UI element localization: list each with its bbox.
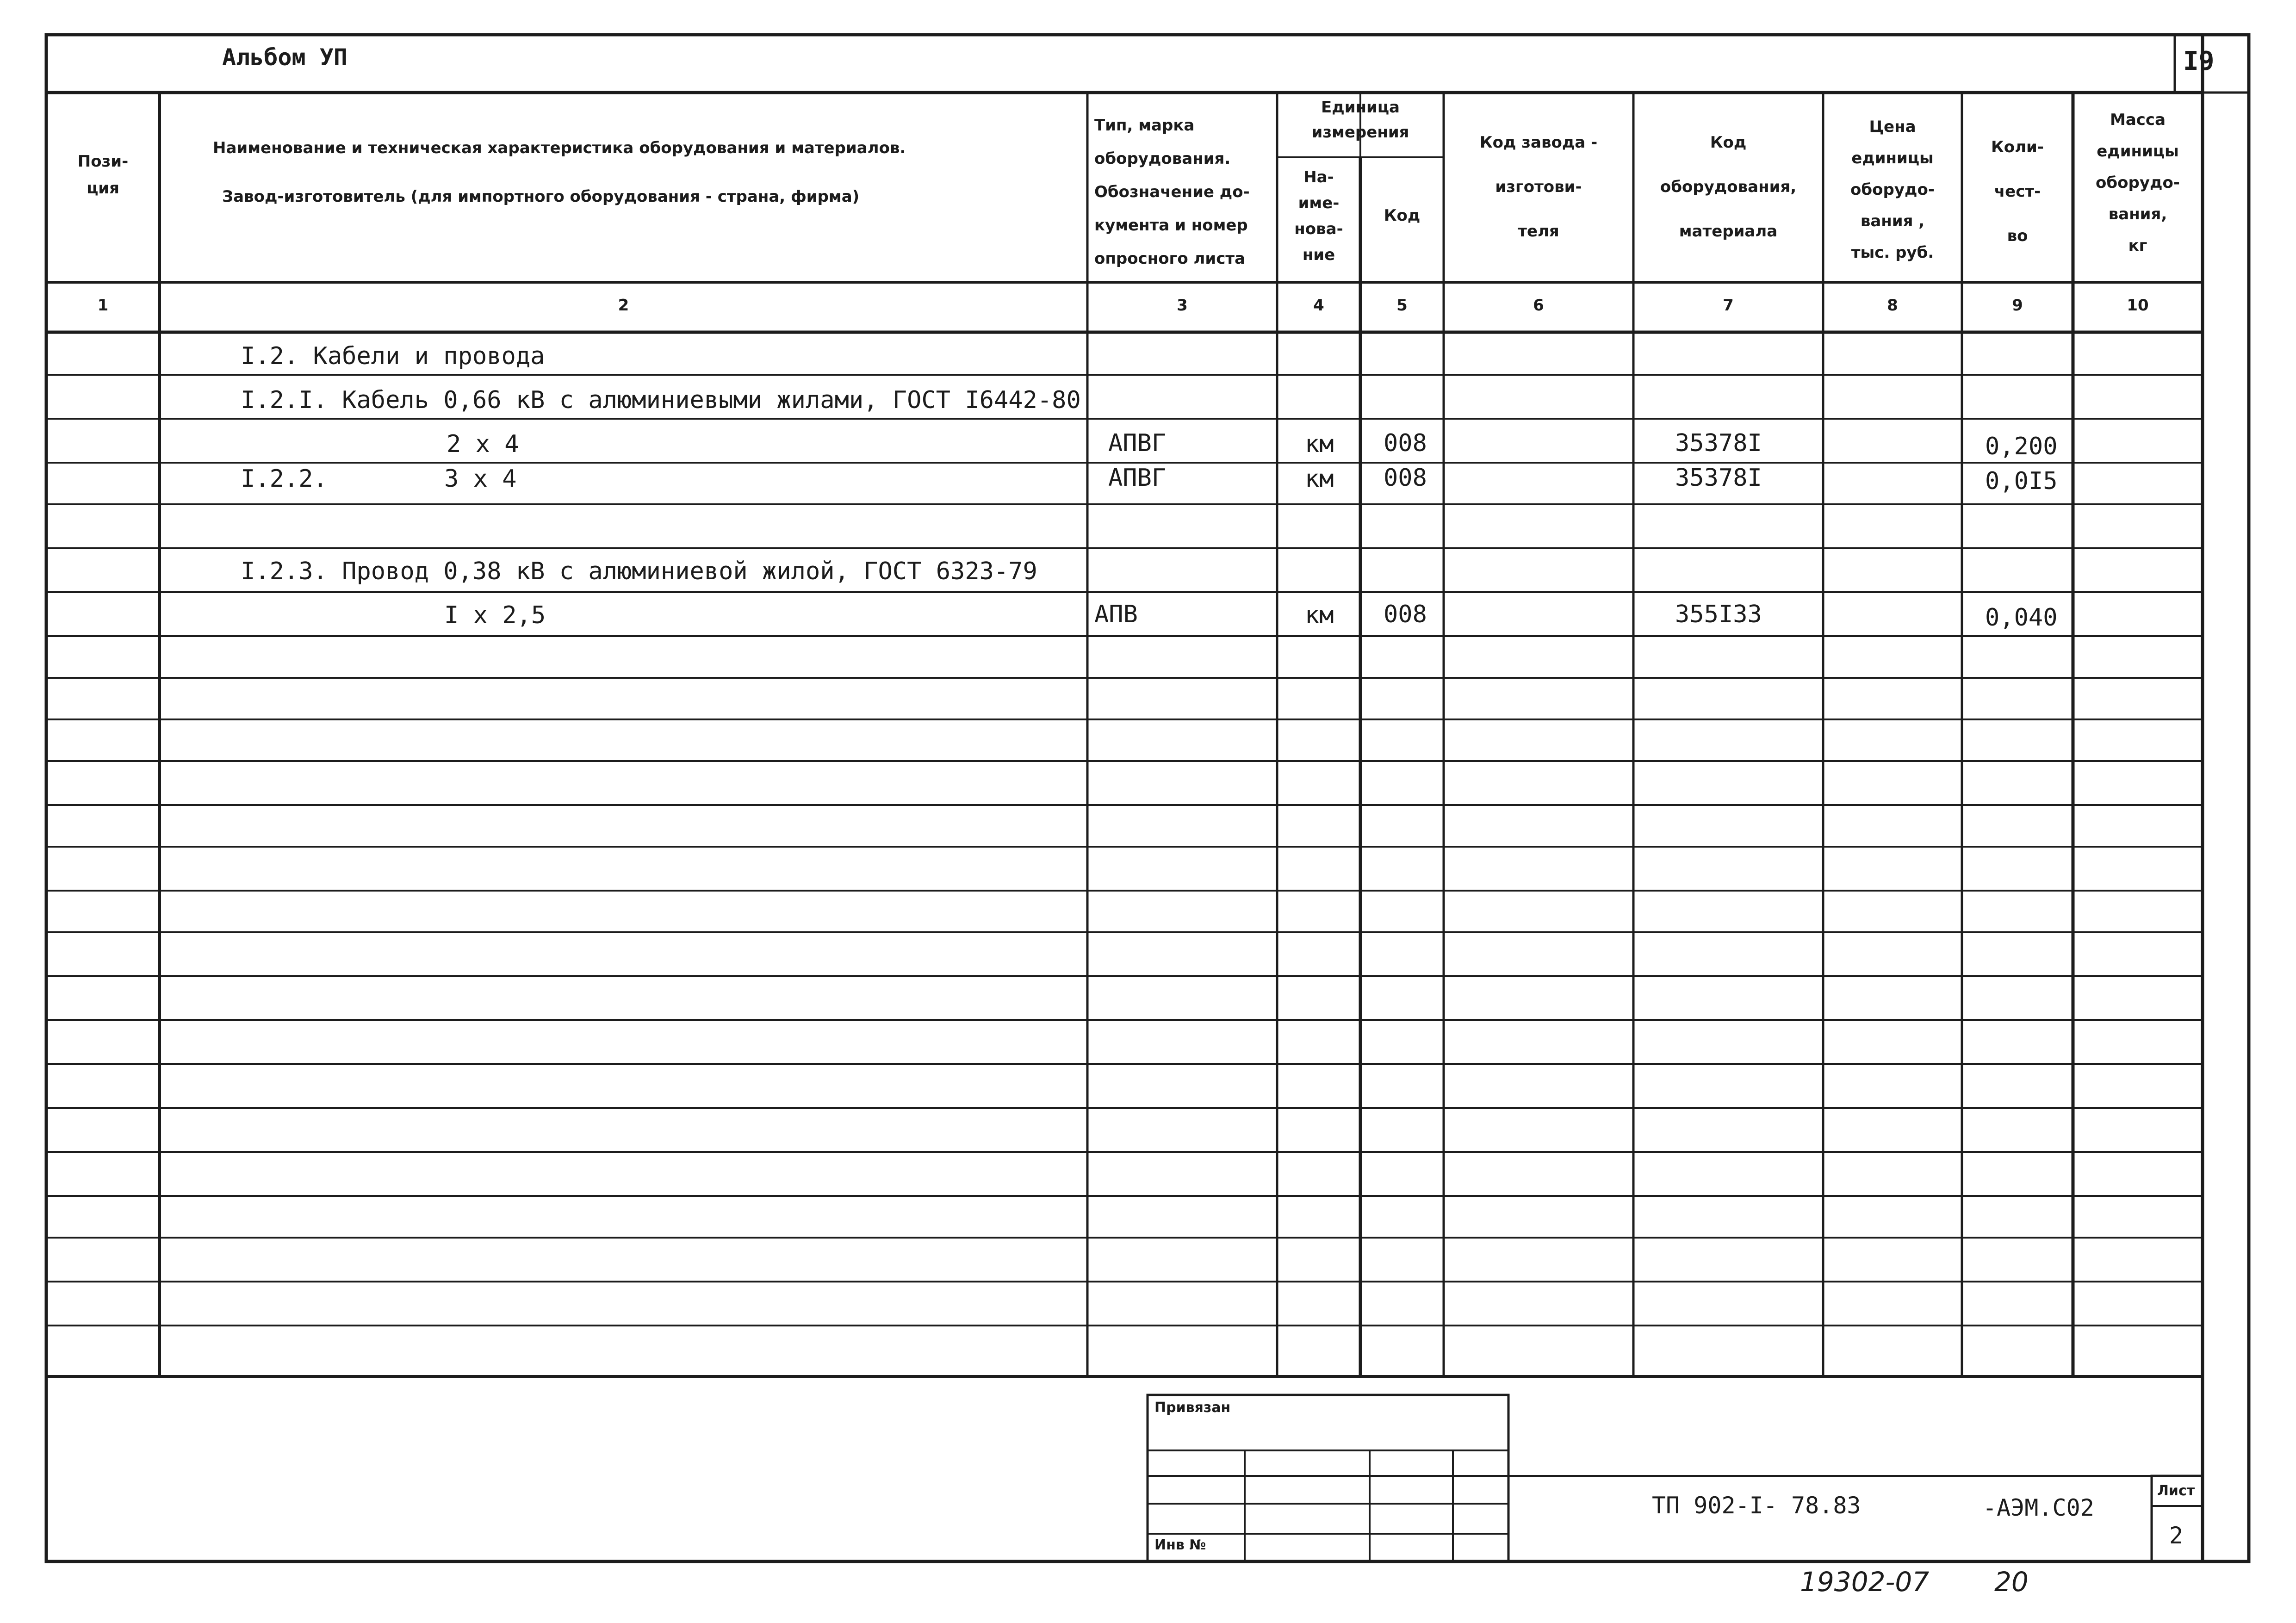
header-name-line1: Наименование и техническая характеристика оборудования и материалов.	[213, 139, 906, 157]
row-3-unit: км	[1305, 430, 1334, 458]
row-4-name: I.2.2.	[241, 465, 328, 493]
header-price: Цена единицы оборудо- вания , тыс. руб.	[1850, 118, 1935, 262]
stamp-sheet-label: Лист	[2157, 1483, 2195, 1499]
col-number-8: 8	[1887, 296, 1898, 315]
header-material-code: Код оборудования, материала	[1660, 133, 1797, 241]
col-number-10: 10	[2127, 296, 2149, 315]
row-3-type: АПВГ	[1108, 429, 1167, 457]
row-6-unit: км	[1305, 601, 1334, 629]
col-number-2: 2	[618, 296, 629, 315]
page-number: I9	[2183, 46, 2215, 76]
row-6-name: I х 2,5	[444, 601, 546, 629]
row-6-type: АПВ	[1094, 601, 1138, 628]
row-2-name: I.2.I. Кабель 0,66 кВ с алюминиевыми жилами, ГОСТ I6442-80	[241, 386, 1081, 414]
row-4-quantity: 0,0I5	[1985, 467, 2058, 495]
col-number-6: 6	[1533, 296, 1544, 315]
row-4-unit-code: 008	[1384, 464, 1427, 492]
row-6-quantity: 0,040	[1985, 604, 2058, 632]
stamp-sheet-value: 2	[2169, 1522, 2184, 1549]
header-name-line2: Завод-изготовитель (для импортного оборудования - страна, фирма)	[222, 187, 860, 206]
header-mass: Масса единицы оборудо- вания, кг	[2096, 111, 2180, 255]
row-3-material-code: 35378I	[1675, 429, 1762, 457]
row-4-type: АПВГ	[1108, 464, 1167, 492]
header-unit-name: На- име- нова- ние	[1294, 168, 1343, 264]
header-quantity: Коли- чест- во	[1991, 138, 2044, 245]
row-4-material-code: 35378I	[1675, 464, 1762, 492]
col-number-3: 3	[1177, 296, 1188, 315]
row-4-unit: км	[1305, 465, 1334, 493]
album-title: Альбом УП	[222, 44, 348, 71]
col-number-9: 9	[2012, 296, 2023, 315]
row-5-name: I.2.3. Провод 0,38 кВ с алюминиевой жилой, ГОСТ 6323-79	[241, 558, 1037, 585]
archive-page: 20	[1994, 1566, 2029, 1598]
header-position: Пози- ция	[77, 152, 129, 198]
row-3-name: 2 х 4	[447, 430, 519, 458]
header-unit-group: Единица измерения	[1311, 98, 1409, 142]
row-4-name-b: 3 х 4	[444, 465, 517, 493]
stamp-designation-suffix: -АЭМ.С02	[1983, 1494, 2094, 1521]
header-type: Тип, марка оборудования. Обозначение до- кумента и номер опросного листа	[1094, 116, 1250, 268]
col-number-4: 4	[1313, 296, 1324, 315]
stamp-designation: ТП 902-I- 78.83	[1652, 1492, 1861, 1519]
row-6-material-code: 355I33	[1675, 601, 1762, 628]
col-number-1: 1	[97, 296, 109, 315]
stamp-attached-label: Привязан	[1154, 1400, 1231, 1416]
col-number-5: 5	[1396, 296, 1408, 315]
row-1-name: I.2. Кабели и провода	[241, 342, 545, 370]
col-number-7: 7	[1723, 296, 1734, 315]
row-3-quantity: 0,200	[1985, 433, 2058, 460]
header-unit-code: Код	[1384, 206, 1421, 225]
row-3-unit-code: 008	[1384, 429, 1427, 457]
stamp-inventory-label: Инв №	[1154, 1537, 1206, 1553]
row-6-unit-code: 008	[1384, 601, 1427, 628]
archive-number: 19302-07	[1800, 1566, 1930, 1598]
header-factory-code: Код завода - изготови- теля	[1479, 133, 1598, 241]
